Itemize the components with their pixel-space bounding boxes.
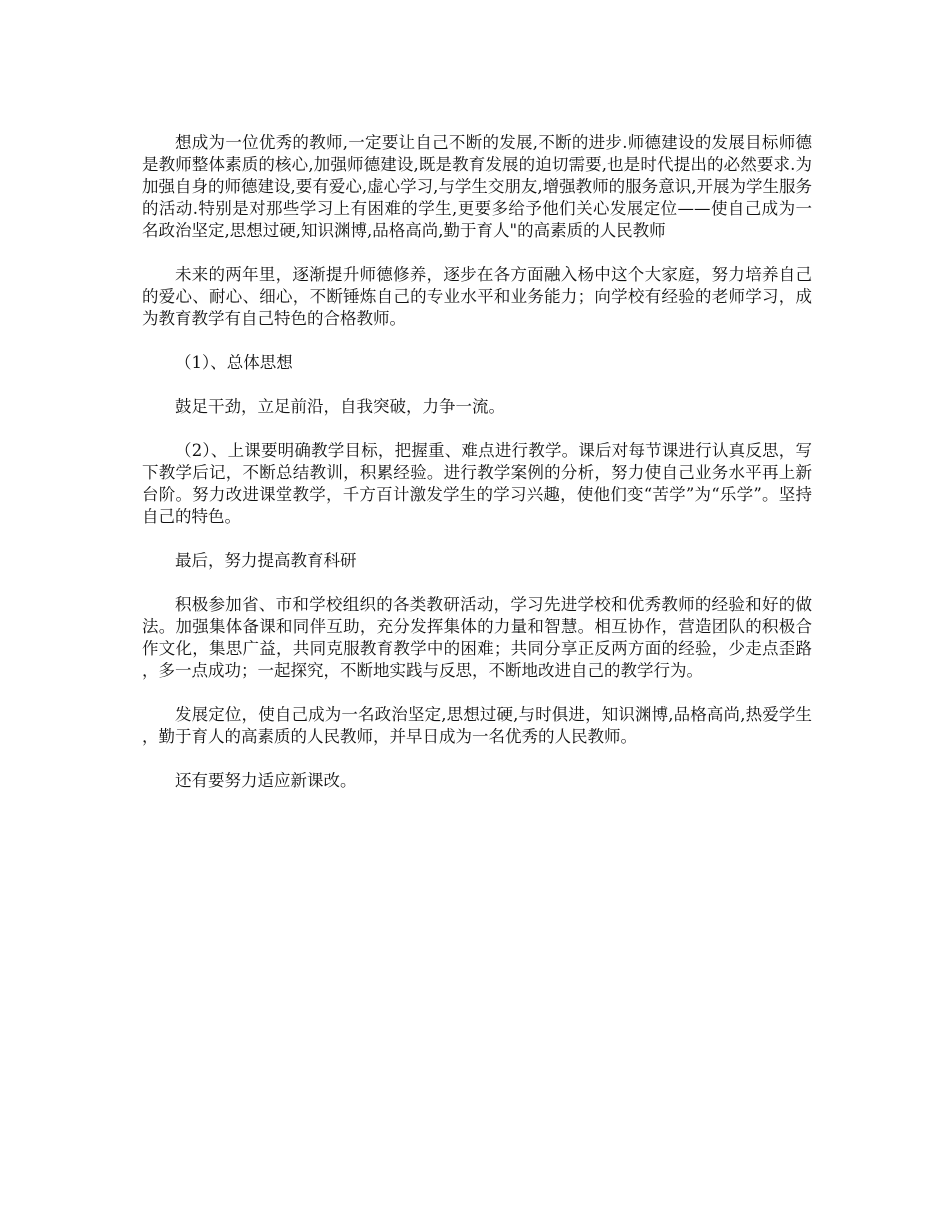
document-body xyxy=(142,132,812,814)
paragraph-heading-overall: （1）、总体思想 xyxy=(175,353,293,372)
paragraph-research-activities: 积极参加省、市和学校组织的各类教研活动，学习先进学校和优秀教师的经验和好的做法。加强集体备课和同伴互助，充分发挥集体的力量和智慧。相互协作，营造团队的积极合作文化，集思广益，共同克服教育教学中的困难；共同分享正反两方面的经验，少走点歪路，多一点成功；一起探究，不断地实践与反思，不断地改进自己的教学行为。 xyxy=(142,595,812,680)
paragraph-positioning: 发展定位，使自己成为一名政治坚定,思想过硬,与时俱进，知识渊博,品格高尚,热爱学生，勤于育人的高素质的人民教师，并早日成为一名优秀的人民教师。 xyxy=(142,705,812,746)
paragraph-motto: 鼓足干劲，立足前沿，自我突破，力争一流。 xyxy=(175,397,505,416)
paragraph-curriculum-reform: 还有要努力适应新课改。 xyxy=(175,771,357,790)
paragraph-heading-research: 最后，努力提高教育科研 xyxy=(175,551,357,570)
paragraph-teaching-goals: （2）、上课要明确教学目标，把握重、难点进行教学。课后对每节课进行认真反思，写下教学后记，不断总结教训，积累经验。进行教学案例的分析，努力使自己业务水平再上新台阶。努力改进课堂教学，千方百计激发学生的学习兴趣，使他们变“苦学”为“乐学”。坚持自己的特色。 xyxy=(142,441,812,526)
paragraph-two-year-plan: 未来的两年里，逐渐提升师德修养，逐步在各方面融入杨中这个大家庭，努力培养自己的爱心、耐心、细心，不断锤炼自己的专业水平和业务能力；向学校有经验的老师学习，成为教育教学有自己特色的合格教师。 xyxy=(142,265,812,328)
paragraph-intro: 想成为一位优秀的教师,一定要让自己不断的发展,不断的进步.师德建设的发展目标师德是教师整体素质的核心,加强师德建设,既是教育发展的迫切需要,也是时代提出的必然要求.为加强自身的师德建设,要有爱心,虚心学习,与学生交朋友,增强教师的服务意识,开展为学生服务的活动.特别是对那些学习上有困难的学生,更要多给予他们关心发展定位——使自己成为一名政治坚定,思想过硬,知识渊博,品格高尚,勤于育人"的高素质的人民教师 xyxy=(142,133,812,240)
